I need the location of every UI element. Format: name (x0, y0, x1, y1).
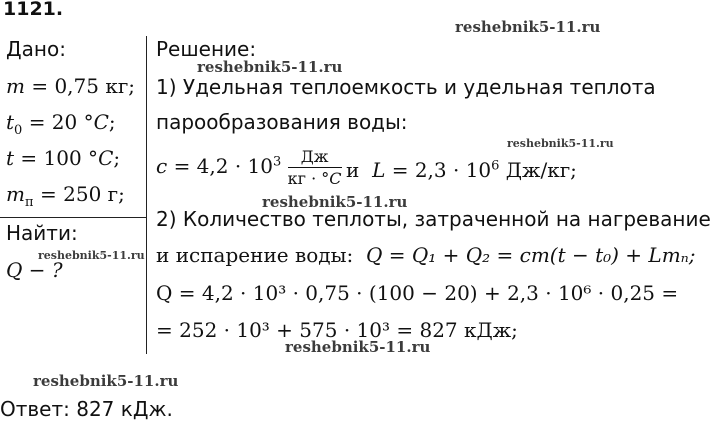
calculation-line1: Q = 4,2 · 10³ · 0,75 · (100 − 20) + 2,3 · 10⁶ · 0,25 = (156, 281, 679, 305)
given-steam-mass: $m_п = 250$ г; (6, 182, 125, 210)
step2-line1: 2) Количество теплоты, затраченной на нагревание (156, 207, 711, 231)
watermark: reshebnik5-11.ru (507, 137, 614, 150)
specific-heat-equation: $c = 4,2 \cdot 10^3$ $\frac{Дж}{кг \cdot ^\circ C}$ (156, 147, 342, 188)
find-heading: Найти: (6, 221, 78, 245)
answer: Ответ: 827 кДж. (0, 397, 173, 421)
step1-line1: 1) Удельная теплоемкость и удельная теплота (156, 75, 656, 99)
given-divider-vertical (146, 36, 147, 354)
watermark: reshebnik5-11.ru (197, 58, 343, 76)
watermark: reshebnik5-11.ru (262, 193, 408, 211)
watermark: reshebnik5-11.ru (285, 338, 431, 356)
given-mass: m = 0,75 кг; (6, 74, 136, 98)
problem-number: 1121. (3, 0, 64, 20)
find-quantity: Q − ? (6, 258, 63, 282)
given-initial-temp: $t_0 = 20$ °C; (6, 110, 116, 138)
latent-heat-equation: и $L = 2,3 \cdot 10^6$ Дж/кг; (346, 158, 577, 182)
given-heading: Дано: (6, 37, 66, 61)
watermark: reshebnik5-11.ru (38, 249, 145, 262)
unit-fraction: $\frac{Дж}{кг \cdot ^\circ C}$ (287, 147, 342, 188)
solution-heading: Решение: (156, 37, 257, 61)
given-divider-horizontal (0, 217, 146, 218)
step1-line2: парообразования воды: (156, 110, 408, 134)
calculation-line2: = 252 · 10³ + 575 · 10³ = 827 кДж; (156, 318, 518, 342)
watermark: reshebnik5-11.ru (455, 18, 601, 36)
given-final-temp: t = 100 °C; (6, 146, 121, 170)
step2-line2: и испарение воды: Q = Q₁ + Q₂ = cm(t − t₀) + Lmₙ; (156, 243, 696, 267)
watermark: reshebnik5-11.ru (33, 372, 179, 390)
